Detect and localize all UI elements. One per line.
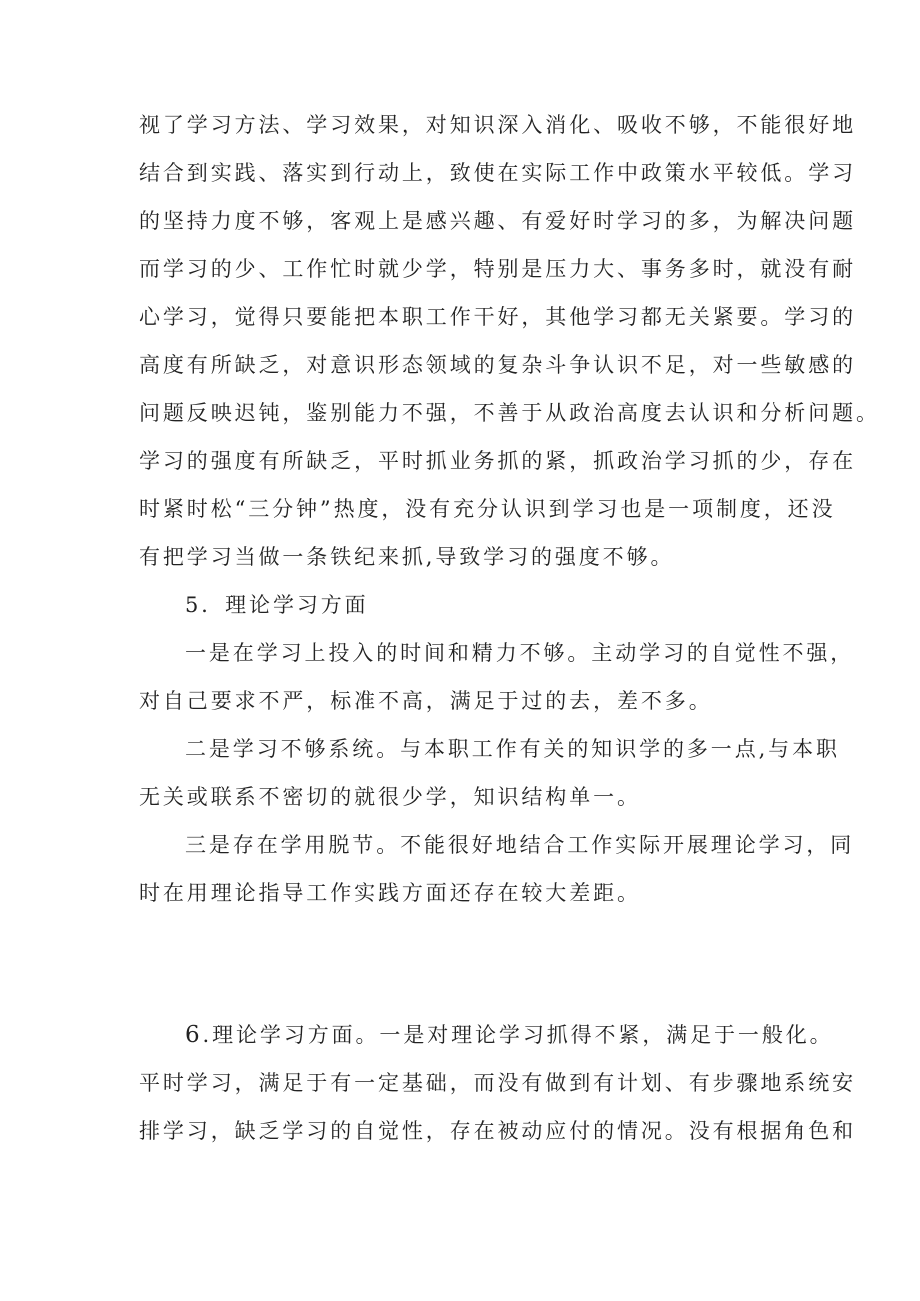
text-line: 二是学习不够系统。与本职工作有关的知识学的多一点,与本职 — [185, 737, 840, 761]
text-line: 时在用理论指导工作实践方面还存在较大差距。 — [139, 881, 641, 905]
text-line: 对自己要求不严，标准不高，满足于过的去，差不多。 — [139, 689, 713, 713]
text-line: 视了学习方法、学习效果，对知识深入消化、吸收不够，不能很好地 — [139, 113, 856, 137]
text-line: 的坚持力度不够，客观上是感兴趣、有爱好时学习的多，为解决问题 — [139, 209, 856, 233]
section-number: 6 — [185, 1022, 203, 1048]
text-line: 有把学习当做一条铁纪来抓,导致学习的强度不够。 — [139, 545, 675, 569]
text-line: 结合到实践、落实到行动上，致使在实际工作中政策水平较低。学习 — [139, 161, 856, 185]
text-line: 三是存在学用脱节。不能很好地结合工作实际开展理论学习，同 — [185, 833, 855, 857]
text-line: 无关或联系不密切的就很少学，知识结构单一。 — [139, 785, 641, 809]
section-heading-text: .理论学习方面。一是对理论学习抓得不紧，满足于一般化。 — [202, 1023, 834, 1047]
paragraph-continuation — [139, 101, 880, 581]
text-line: 时紧时松“三分钟”热度，没有充分认识到学习也是一项制度，还没 — [139, 497, 836, 521]
text-line: 问题反映迟钝，鉴别能力不强，不善于从政治高度去认识和分析问题。 — [139, 401, 880, 425]
text-line: 学习的强度有所缺乏，平时抓业务抓的紧，抓政治学习抓的少，存在 — [139, 449, 856, 473]
section-5 — [139, 581, 855, 917]
section-heading: 5．理论学习方面 — [185, 593, 369, 617]
section-heading — [139, 1011, 834, 1059]
text-line: 排学习，缺乏学习的自觉性，存在被动应付的情况。没有根据角色和 — [139, 1119, 856, 1143]
text-line: 高度有所缺乏，对意识形态领域的复杂斗争认识不足，对一些敏感的 — [139, 353, 856, 377]
text-line: 平时学习，满足于有一定基础，而没有做到有计划、有步骤地系统安 — [139, 1071, 856, 1095]
text-line: 一是在学习上投入的时间和精力不够。主动学习的自觉性不强， — [185, 641, 855, 665]
section-6 — [139, 1011, 856, 1155]
text-line: 心学习，觉得只要能把本职工作干好，其他学习都无关紧要。学习的 — [139, 305, 856, 329]
text-line: 而学习的少、工作忙时就少学，特别是压力大、事务多时，就没有耐 — [139, 257, 856, 281]
